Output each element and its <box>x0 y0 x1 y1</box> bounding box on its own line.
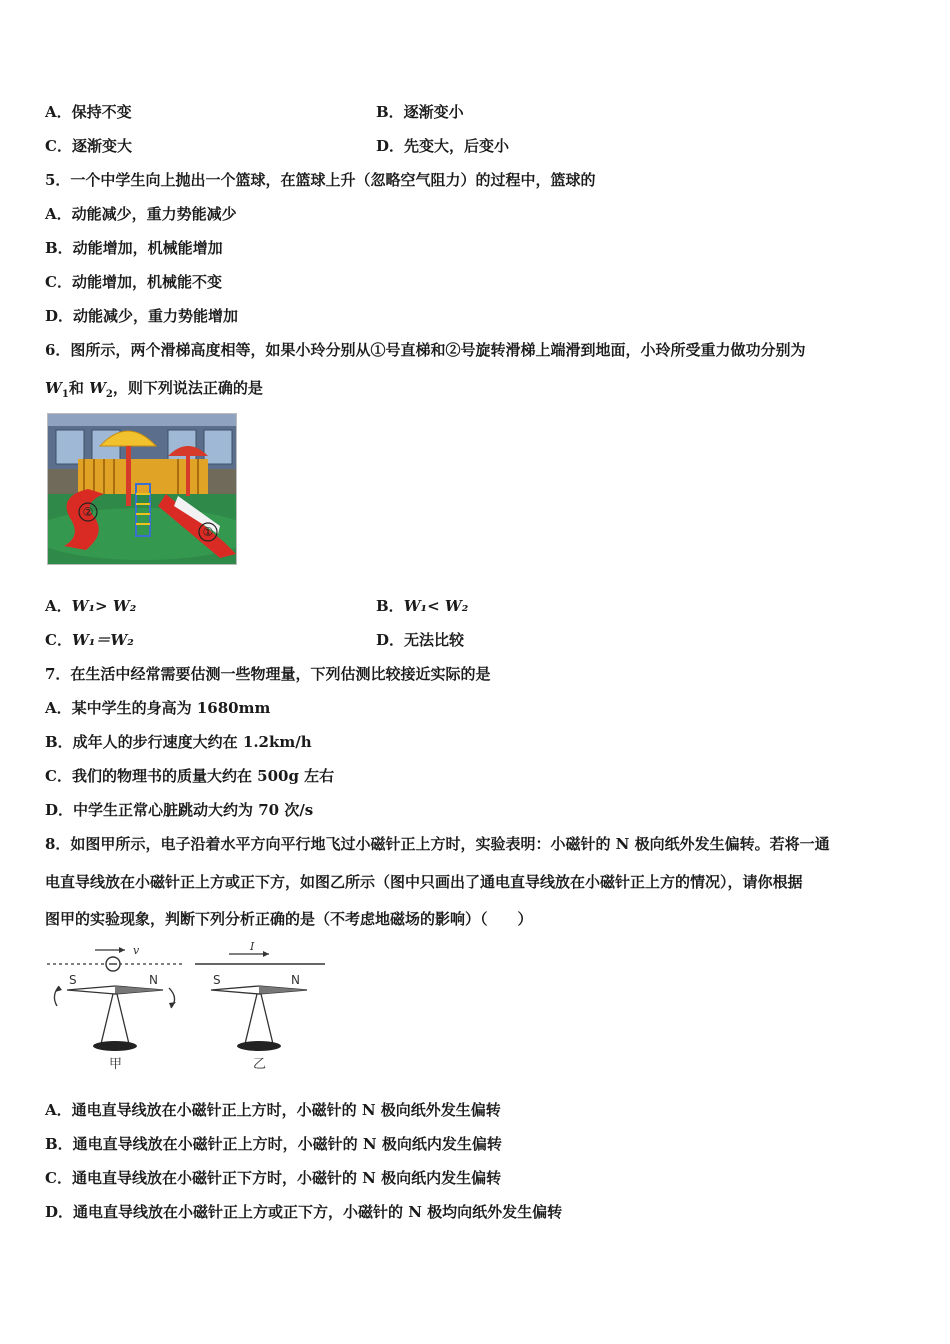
q6-w1-symbol: W <box>45 379 62 397</box>
playground-slide-photo <box>47 413 237 565</box>
q6-option-a-prefix: A． <box>45 597 72 615</box>
q5-option-a: A．动能减少，重力势能减少 <box>45 205 237 223</box>
fig-yi-n-label: N <box>291 973 300 987</box>
compass-needle-diagram <box>45 940 330 1075</box>
q6-option-b <box>376 596 468 616</box>
q6-stem-rest: ，则下列说法正确的是 <box>112 379 263 397</box>
q6-option-b-text: W₁< W₂ <box>403 597 469 615</box>
q6-option-b-prefix: B． <box>376 597 404 615</box>
q5-option-d: D．动能减少，重力势能增加 <box>45 307 239 325</box>
q6-w2-symbol: W <box>89 379 106 397</box>
fig-yi-s-label: S <box>213 973 221 987</box>
q6-option-c <box>45 630 134 650</box>
fig-jia-n-label: N <box>149 973 158 987</box>
magnetic-needle-figure <box>45 940 330 1075</box>
q6-option-c-text: W₁＝W₂ <box>71 631 134 649</box>
q5-option-b: B．动能增加，机械能增加 <box>45 239 223 257</box>
playground-slide-illustration <box>48 414 236 564</box>
q8-stem-line1: 8．如图甲所示，电子沿着水平方向平行地飞过小磁针正上方时，实验表明：小磁针的 N 极向纸外发生偏转。若将一通 <box>45 835 830 853</box>
q5-stem: 5．一个中学生向上抛出一个篮球，在篮球上升（忽略空气阻力）的过程中，篮球的 <box>45 171 596 189</box>
q8-stem-line2: 电直导线放在小磁针正上方或正下方，如图乙所示（图中只画出了通电直导线放在小磁针正上方的情况），请你根据 <box>45 873 803 891</box>
fig-current-label: I <box>250 940 255 953</box>
q6-option-c-prefix: C． <box>45 631 72 649</box>
q8-option-c: C．通电直导线放在小磁针正下方时，小磁针的 N 极向纸内发生偏转 <box>45 1169 502 1187</box>
fig-velocity-label: v <box>133 944 140 957</box>
q4-option-a: A．保持不变 <box>45 103 132 121</box>
q7-option-b: B．成年人的步行速度大约在 1.2km/h <box>45 733 312 751</box>
q8-option-a: A．通电直导线放在小磁针正上方时，小磁针的 N 极向纸外发生偏转 <box>45 1101 501 1119</box>
q8-stem-line3: 图甲的实验现象，判断下列分析正确的是（不考虑地磁场的影响）（ ） <box>45 910 533 928</box>
q6-option-d: D．无法比较 <box>376 631 465 649</box>
photo-label-1: ① <box>202 525 214 539</box>
q6-option-a-text: W₁> W₂ <box>71 597 137 615</box>
q6-w1-subscript: 1 <box>61 389 69 400</box>
q7-option-a: A．某中学生的身高为 1680mm <box>45 699 271 717</box>
fig-yi-caption: 乙 <box>253 1057 267 1072</box>
q5-option-c: C．动能增加，机械能不变 <box>45 273 222 291</box>
fig-jia-s-label: S <box>69 973 77 987</box>
photo-label-2: ② <box>82 505 94 519</box>
q4-option-c: C．逐渐变大 <box>45 137 132 155</box>
q7-option-c: C．我们的物理书的质量大约在 500g 左右 <box>45 767 335 785</box>
q7-option-d: D．中学生正常心脏跳动大约为 70 次/s <box>45 801 314 819</box>
q6-and-text: 和 <box>68 379 90 397</box>
q4-option-b: B．逐渐变小 <box>376 103 464 121</box>
fig-jia-caption: 甲 <box>109 1057 123 1072</box>
q4-option-d: D．先变大，后变小 <box>376 137 510 155</box>
q6-stem-line1: 6．图所示，两个滑梯高度相等，如果小玲分别从①号直梯和②号旋转滑梯上端滑到地面，小玲所受重力做功分别为 <box>45 341 806 359</box>
q6-w2-subscript: 2 <box>105 389 113 400</box>
q6-stem-line2 <box>45 378 263 405</box>
q8-option-b: B．通电直导线放在小磁针正上方时，小磁针的 N 极向纸内发生偏转 <box>45 1135 502 1153</box>
q8-option-d: D．通电直导线放在小磁针正上方或正下方，小磁针的 N 极均向纸外发生偏转 <box>45 1203 563 1221</box>
q6-option-a <box>45 596 136 616</box>
q7-stem: 7．在生活中经常需要估测一些物理量，下列估测比较接近实际的是 <box>45 665 491 683</box>
